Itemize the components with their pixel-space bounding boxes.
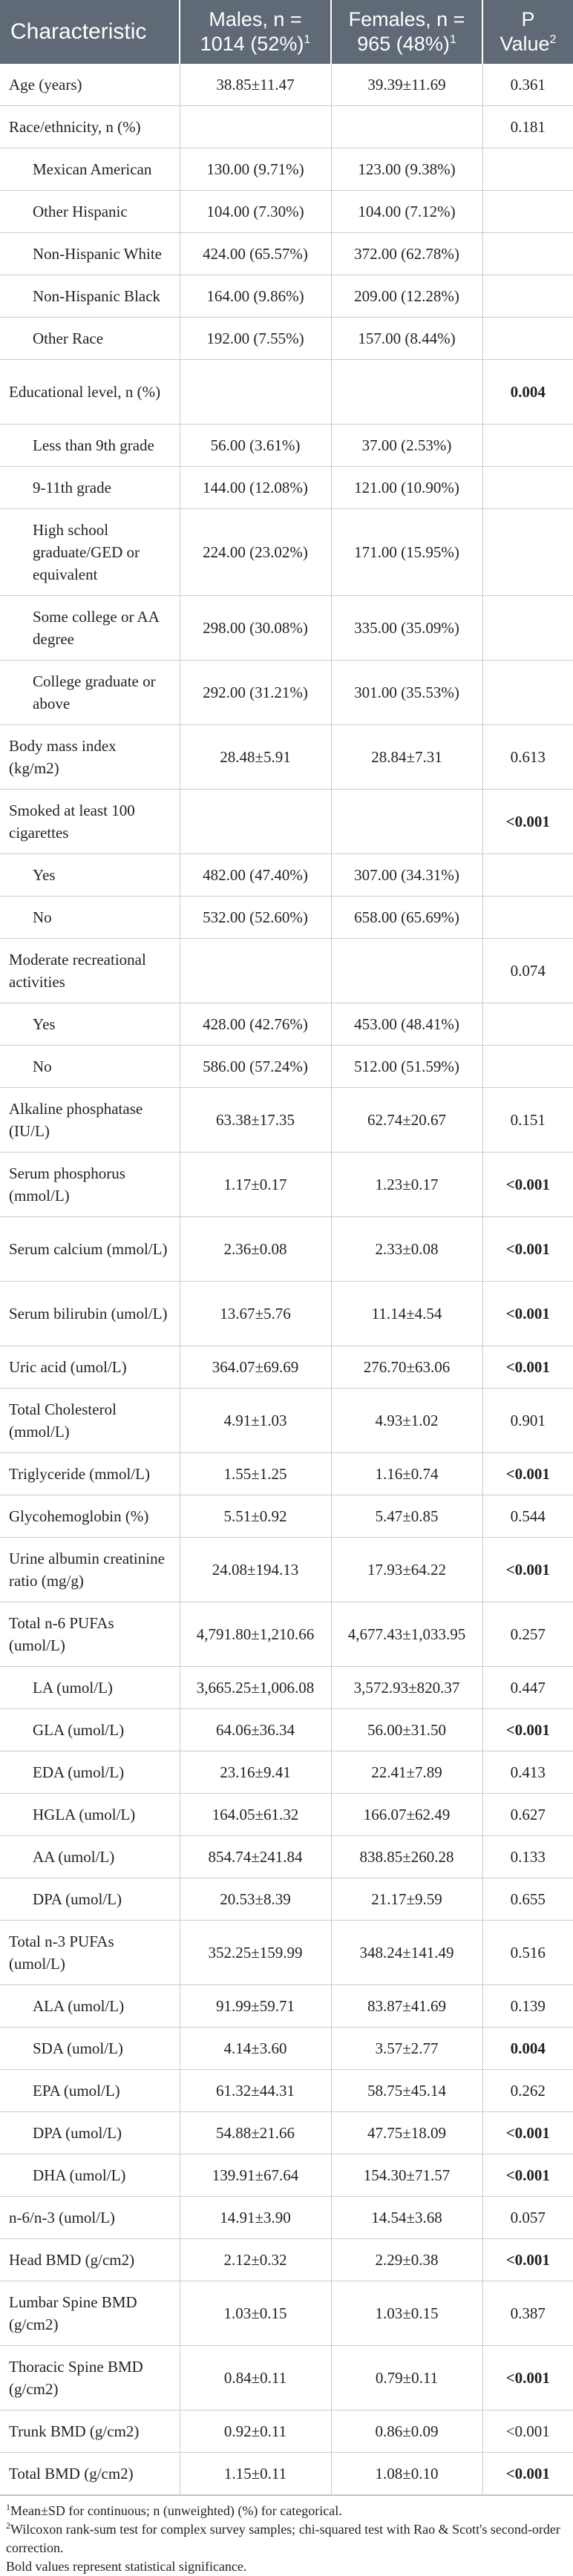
females-value: 1.08±0.10 (331, 2453, 482, 2495)
table-row (0, 64, 573, 106)
males-value: 1.15±0.11 (180, 2453, 331, 2495)
p-value: 0.361 (482, 64, 573, 106)
males-value: 164.05±61.32 (180, 1794, 331, 1836)
males-value: 4.14±3.60 (180, 2028, 331, 2070)
row-label: 9-11th grade (0, 467, 180, 509)
males-value: 4,791.80±1,210.66 (180, 1602, 331, 1667)
p-value: <0.001 (482, 1709, 573, 1751)
females-value: 56.00±31.50 (331, 1709, 482, 1751)
table-row (0, 360, 573, 425)
table-row (0, 1709, 573, 1751)
p-value: <0.001 (482, 2346, 573, 2411)
table-row (0, 2112, 573, 2154)
row-label: High school graduate/GED or equivalent (0, 509, 180, 596)
table-row (0, 1751, 573, 1794)
table-row (0, 275, 573, 318)
females-value (331, 360, 482, 425)
p-value: 0.387 (482, 2281, 573, 2346)
males-value: 144.00 (12.08%) (180, 467, 331, 509)
row-label: Alkaline phosphatase (IU/L) (0, 1088, 180, 1153)
p-value: 0.262 (482, 2070, 573, 2112)
header-females-line1: Females, n = (348, 8, 465, 30)
header-females (331, 0, 482, 64)
p-value: <0.001 (482, 1217, 573, 1282)
p-value: <0.001 (482, 2239, 573, 2281)
males-value: 192.00 (7.55%) (180, 318, 331, 360)
row-label: DHA (umol/L) (0, 2154, 180, 2197)
row-label: College graduate or above (0, 661, 180, 725)
males-value: 224.00 (23.02%) (180, 509, 331, 596)
males-value: 63.38±17.35 (180, 1088, 331, 1153)
males-value (180, 106, 331, 148)
males-value: 586.00 (57.24%) (180, 1046, 331, 1088)
females-value: 335.00 (35.09%) (331, 596, 482, 661)
footnote (6, 2557, 567, 2576)
row-label: Other Race (0, 318, 180, 360)
females-value: 4,677.43±1,033.95 (331, 1602, 482, 1667)
table-row (0, 1153, 573, 1217)
row-label: DPA (umol/L) (0, 1878, 180, 1921)
table-row (0, 1217, 573, 1282)
table-row (0, 661, 573, 725)
females-value: 453.00 (48.41%) (331, 1003, 482, 1046)
females-value: 1.03±0.15 (331, 2281, 482, 2346)
females-value: 21.17±9.59 (331, 1878, 482, 1921)
females-value: 157.00 (8.44%) (331, 318, 482, 360)
p-value: 0.133 (482, 1836, 573, 1878)
females-value: 209.00 (12.28%) (331, 275, 482, 318)
row-label: GLA (umol/L) (0, 1709, 180, 1751)
females-value (331, 106, 482, 148)
males-value: 20.53±8.39 (180, 1878, 331, 1921)
males-value: 104.00 (7.30%) (180, 191, 331, 233)
table-row (0, 1495, 573, 1538)
females-value: 2.29±0.38 (331, 2239, 482, 2281)
row-label: Body mass index (kg/m2) (0, 725, 180, 790)
females-value (331, 939, 482, 1003)
footnotes (0, 2495, 573, 2576)
table-row (0, 509, 573, 596)
females-value: 0.79±0.11 (331, 2346, 482, 2411)
males-value: 482.00 (47.40%) (180, 854, 331, 897)
row-label: Smoked at least 100 cigarettes (0, 790, 180, 854)
females-value: 154.30±71.57 (331, 2154, 482, 2197)
table-row (0, 1282, 573, 1346)
row-label: Triglyceride (mmol/L) (0, 1453, 180, 1495)
males-value: 292.00 (31.21%) (180, 661, 331, 725)
table-row (0, 1794, 573, 1836)
p-value (482, 233, 573, 275)
males-value: 364.07±69.69 (180, 1346, 331, 1389)
males-value (180, 790, 331, 854)
table-row (0, 1985, 573, 2028)
row-label: Race/ethnicity, n (%) (0, 106, 180, 148)
males-value: 0.84±0.11 (180, 2346, 331, 2411)
females-value: 171.00 (15.95%) (331, 509, 482, 596)
p-value: 0.151 (482, 1088, 573, 1153)
males-value: 130.00 (9.71%) (180, 148, 331, 191)
p-value: 0.655 (482, 1878, 573, 1921)
footnote (6, 2502, 567, 2520)
table-row (0, 1836, 573, 1878)
females-value: 28.84±7.31 (331, 725, 482, 790)
females-value: 58.75±45.14 (331, 2070, 482, 2112)
footnote-marker: 2 (6, 2520, 10, 2531)
p-value (482, 148, 573, 191)
females-value: 512.00 (51.59%) (331, 1046, 482, 1088)
header-females-line2: 965 (48%) (357, 33, 450, 55)
header-males-line2: 1014 (52%) (200, 33, 304, 55)
footnote-text: Mean±SD for continuous; n (unweighted) (%) for categorical. (10, 2503, 342, 2518)
p-value (482, 897, 573, 939)
males-value: 38.85±11.47 (180, 64, 331, 106)
females-value: 22.41±7.89 (331, 1751, 482, 1794)
row-label: Non-Hispanic Black (0, 275, 180, 318)
table-row (0, 1667, 573, 1709)
row-label: No (0, 1046, 180, 1088)
row-label: AA (umol/L) (0, 1836, 180, 1878)
males-value: 64.06±36.34 (180, 1709, 331, 1751)
females-value: 166.07±62.49 (331, 1794, 482, 1836)
p-value: <0.001 (482, 1453, 573, 1495)
males-value: 424.00 (65.57%) (180, 233, 331, 275)
table-row (0, 318, 573, 360)
males-value: 5.51±0.92 (180, 1495, 331, 1538)
table-row (0, 1538, 573, 1602)
row-label: ALA (umol/L) (0, 1985, 180, 2028)
p-value (482, 661, 573, 725)
row-label: Other Hispanic (0, 191, 180, 233)
females-value: 1.23±0.17 (331, 1153, 482, 1217)
table-row (0, 2028, 573, 2070)
females-value: 62.74±20.67 (331, 1088, 482, 1153)
males-value: 1.17±0.17 (180, 1153, 331, 1217)
row-label: Serum calcium (mmol/L) (0, 1217, 180, 1282)
header-males (180, 0, 331, 64)
p-value (482, 318, 573, 360)
p-value: 0.413 (482, 1751, 573, 1794)
table-header (0, 0, 573, 64)
table-row (0, 1346, 573, 1389)
males-value: 139.91±67.64 (180, 2154, 331, 2197)
females-value: 348.24±141.49 (331, 1921, 482, 1985)
row-label: Total BMD (g/cm2) (0, 2453, 180, 2495)
males-value: 352.25±159.99 (180, 1921, 331, 1985)
table-row (0, 2281, 573, 2346)
p-value: 0.257 (482, 1602, 573, 1667)
females-value: 301.00 (35.53%) (331, 661, 482, 725)
row-label: Total n-6 PUFAs (umol/L) (0, 1602, 180, 1667)
table-row (0, 2154, 573, 2197)
table-row (0, 790, 573, 854)
males-value: 1.55±1.25 (180, 1453, 331, 1495)
females-value: 0.86±0.09 (331, 2411, 482, 2453)
table-row (0, 191, 573, 233)
males-value: 14.91±3.90 (180, 2197, 331, 2239)
p-value: <0.001 (482, 1538, 573, 1602)
row-label: SDA (umol/L) (0, 2028, 180, 2070)
males-value: 56.00 (3.61%) (180, 425, 331, 467)
males-value: 164.00 (9.86%) (180, 275, 331, 318)
table-row (0, 1921, 573, 1985)
header-characteristic-label: Characteristic (10, 19, 147, 44)
row-label: HGLA (umol/L) (0, 1794, 180, 1836)
p-value: <0.001 (482, 2154, 573, 2197)
row-label: Non-Hispanic White (0, 233, 180, 275)
p-value: 0.901 (482, 1389, 573, 1453)
females-value: 1.16±0.74 (331, 1453, 482, 1495)
p-value (482, 275, 573, 318)
row-label: Head BMD (g/cm2) (0, 2239, 180, 2281)
males-value: 428.00 (42.76%) (180, 1003, 331, 1046)
table-row (0, 2197, 573, 2239)
table-row (0, 596, 573, 661)
p-value: <0.001 (482, 1153, 573, 1217)
header-row (0, 0, 573, 64)
males-value: 91.99±59.71 (180, 1985, 331, 2028)
row-label: Total n-3 PUFAs (umol/L) (0, 1921, 180, 1985)
p-value: 0.074 (482, 939, 573, 1003)
row-label: LA (umol/L) (0, 1667, 180, 1709)
males-value: 2.36±0.08 (180, 1217, 331, 1282)
row-label: n-6/n-3 (umol/L) (0, 2197, 180, 2239)
females-value: 14.54±3.68 (331, 2197, 482, 2239)
row-label: Uric acid (umol/L) (0, 1346, 180, 1389)
females-value: 3.57±2.77 (331, 2028, 482, 2070)
row-label: Serum bilirubin (umol/L) (0, 1282, 180, 1346)
table-row (0, 939, 573, 1003)
females-value: 11.14±4.54 (331, 1282, 482, 1346)
females-value: 83.87±41.69 (331, 1985, 482, 2028)
males-value: 24.08±194.13 (180, 1538, 331, 1602)
females-value: 123.00 (9.38%) (331, 148, 482, 191)
row-label: Yes (0, 1003, 180, 1046)
p-value (482, 1003, 573, 1046)
table-row (0, 1602, 573, 1667)
row-label: Educational level, n (%) (0, 360, 180, 425)
row-label: Some college or AA degree (0, 596, 180, 661)
row-label: Glycohemoglobin (%) (0, 1495, 180, 1538)
row-label: Lumbar Spine BMD (g/cm2) (0, 2281, 180, 2346)
table-row (0, 1453, 573, 1495)
females-value: 17.93±64.22 (331, 1538, 482, 1602)
p-value: 0.544 (482, 1495, 573, 1538)
table-row (0, 2346, 573, 2411)
row-label: Serum phosphorus (mmol/L) (0, 1153, 180, 1217)
p-value: 0.627 (482, 1794, 573, 1836)
p-value: 0.181 (482, 106, 573, 148)
table-row (0, 1003, 573, 1046)
females-value: 121.00 (10.90%) (331, 467, 482, 509)
row-label: Urine albumin creatinine ratio (mg/g) (0, 1538, 180, 1602)
row-label: Less than 9th grade (0, 425, 180, 467)
males-value: 298.00 (30.08%) (180, 596, 331, 661)
males-value: 854.74±241.84 (180, 1836, 331, 1878)
females-value: 372.00 (62.78%) (331, 233, 482, 275)
table-row (0, 897, 573, 939)
table-row (0, 725, 573, 790)
females-value: 39.39±11.69 (331, 64, 482, 106)
table-row (0, 425, 573, 467)
males-value (180, 360, 331, 425)
males-value: 13.67±5.76 (180, 1282, 331, 1346)
table-row (0, 1878, 573, 1921)
table-row (0, 1088, 573, 1153)
females-value: 104.00 (7.12%) (331, 191, 482, 233)
row-label: DPA (umol/L) (0, 2112, 180, 2154)
table-row (0, 1389, 573, 1453)
p-value: 0.057 (482, 2197, 573, 2239)
table-body (0, 64, 573, 2495)
males-value: 23.16±9.41 (180, 1751, 331, 1794)
females-value: 2.33±0.08 (331, 1217, 482, 1282)
row-label: Mexican American (0, 148, 180, 191)
row-label: Trunk BMD (g/cm2) (0, 2411, 180, 2453)
header-p-line2: Value (500, 33, 550, 55)
p-value (482, 509, 573, 596)
p-value (482, 596, 573, 661)
females-value: 4.93±1.02 (331, 1389, 482, 1453)
table-row (0, 106, 573, 148)
table-row (0, 2453, 573, 2495)
footnote-marker: 1 (6, 2502, 10, 2512)
females-value: 307.00 (34.31%) (331, 854, 482, 897)
row-label: Yes (0, 854, 180, 897)
p-value: <0.001 (482, 2112, 573, 2154)
table-row (0, 854, 573, 897)
females-value: 5.47±0.85 (331, 1495, 482, 1538)
p-value: <0.001 (482, 790, 573, 854)
header-males-line1: Males, n = (209, 8, 302, 30)
females-value (331, 790, 482, 854)
p-value (482, 467, 573, 509)
p-value: <0.001 (482, 1346, 573, 1389)
table-row (0, 148, 573, 191)
header-males-sup: 1 (304, 33, 311, 46)
males-value: 532.00 (52.60%) (180, 897, 331, 939)
table-row (0, 233, 573, 275)
p-value: 0.516 (482, 1921, 573, 1985)
females-value: 37.00 (2.53%) (331, 425, 482, 467)
p-value: 0.447 (482, 1667, 573, 1709)
row-label: No (0, 897, 180, 939)
table-row (0, 2411, 573, 2453)
males-value: 61.32±44.31 (180, 2070, 331, 2112)
header-characteristic (0, 0, 180, 64)
row-label: EPA (umol/L) (0, 2070, 180, 2112)
males-value: 3,665.25±1,006.08 (180, 1667, 331, 1709)
p-value (482, 854, 573, 897)
header-p-sup: 2 (549, 33, 557, 46)
p-value (482, 191, 573, 233)
males-value: 54.88±21.66 (180, 2112, 331, 2154)
row-label: EDA (umol/L) (0, 1751, 180, 1794)
table-row (0, 2239, 573, 2281)
footnote-text: Wilcoxon rank-sum test for complex survey samples; chi-squared test with Rao & Scott's second-order correction. (6, 2522, 560, 2555)
p-value: 0.139 (482, 1985, 573, 2028)
males-value: 4.91±1.03 (180, 1389, 331, 1453)
females-value: 3,572.93±820.37 (331, 1667, 482, 1709)
p-value (482, 1046, 573, 1088)
footnote (6, 2520, 567, 2557)
table-row (0, 2070, 573, 2112)
females-value: 276.70±63.06 (331, 1346, 482, 1389)
table-row (0, 1046, 573, 1088)
males-value: 1.03±0.15 (180, 2281, 331, 2346)
row-label: Moderate recreational activities (0, 939, 180, 1003)
females-value: 47.75±18.09 (331, 2112, 482, 2154)
females-value: 658.00 (65.69%) (331, 897, 482, 939)
p-value: <0.001 (482, 2411, 573, 2453)
males-value: 0.92±0.11 (180, 2411, 331, 2453)
row-label: Total Cholesterol (mmol/L) (0, 1389, 180, 1453)
males-value: 28.48±5.91 (180, 725, 331, 790)
p-value: 0.004 (482, 2028, 573, 2070)
males-value (180, 939, 331, 1003)
p-value: <0.001 (482, 1282, 573, 1346)
p-value: 0.613 (482, 725, 573, 790)
header-p-line1: P (521, 8, 535, 30)
header-females-sup: 1 (449, 33, 456, 46)
row-label: Age (years) (0, 64, 180, 106)
p-value: <0.001 (482, 2453, 573, 2495)
row-label: Thoracic Spine BMD (g/cm2) (0, 2346, 180, 2411)
p-value: 0.004 (482, 360, 573, 425)
footnote-text: Bold values represent statistical significance. (6, 2559, 247, 2574)
header-p-value (482, 0, 573, 64)
table-row (0, 467, 573, 509)
females-value: 838.85±260.28 (331, 1836, 482, 1878)
males-value: 2.12±0.32 (180, 2239, 331, 2281)
p-value (482, 425, 573, 467)
